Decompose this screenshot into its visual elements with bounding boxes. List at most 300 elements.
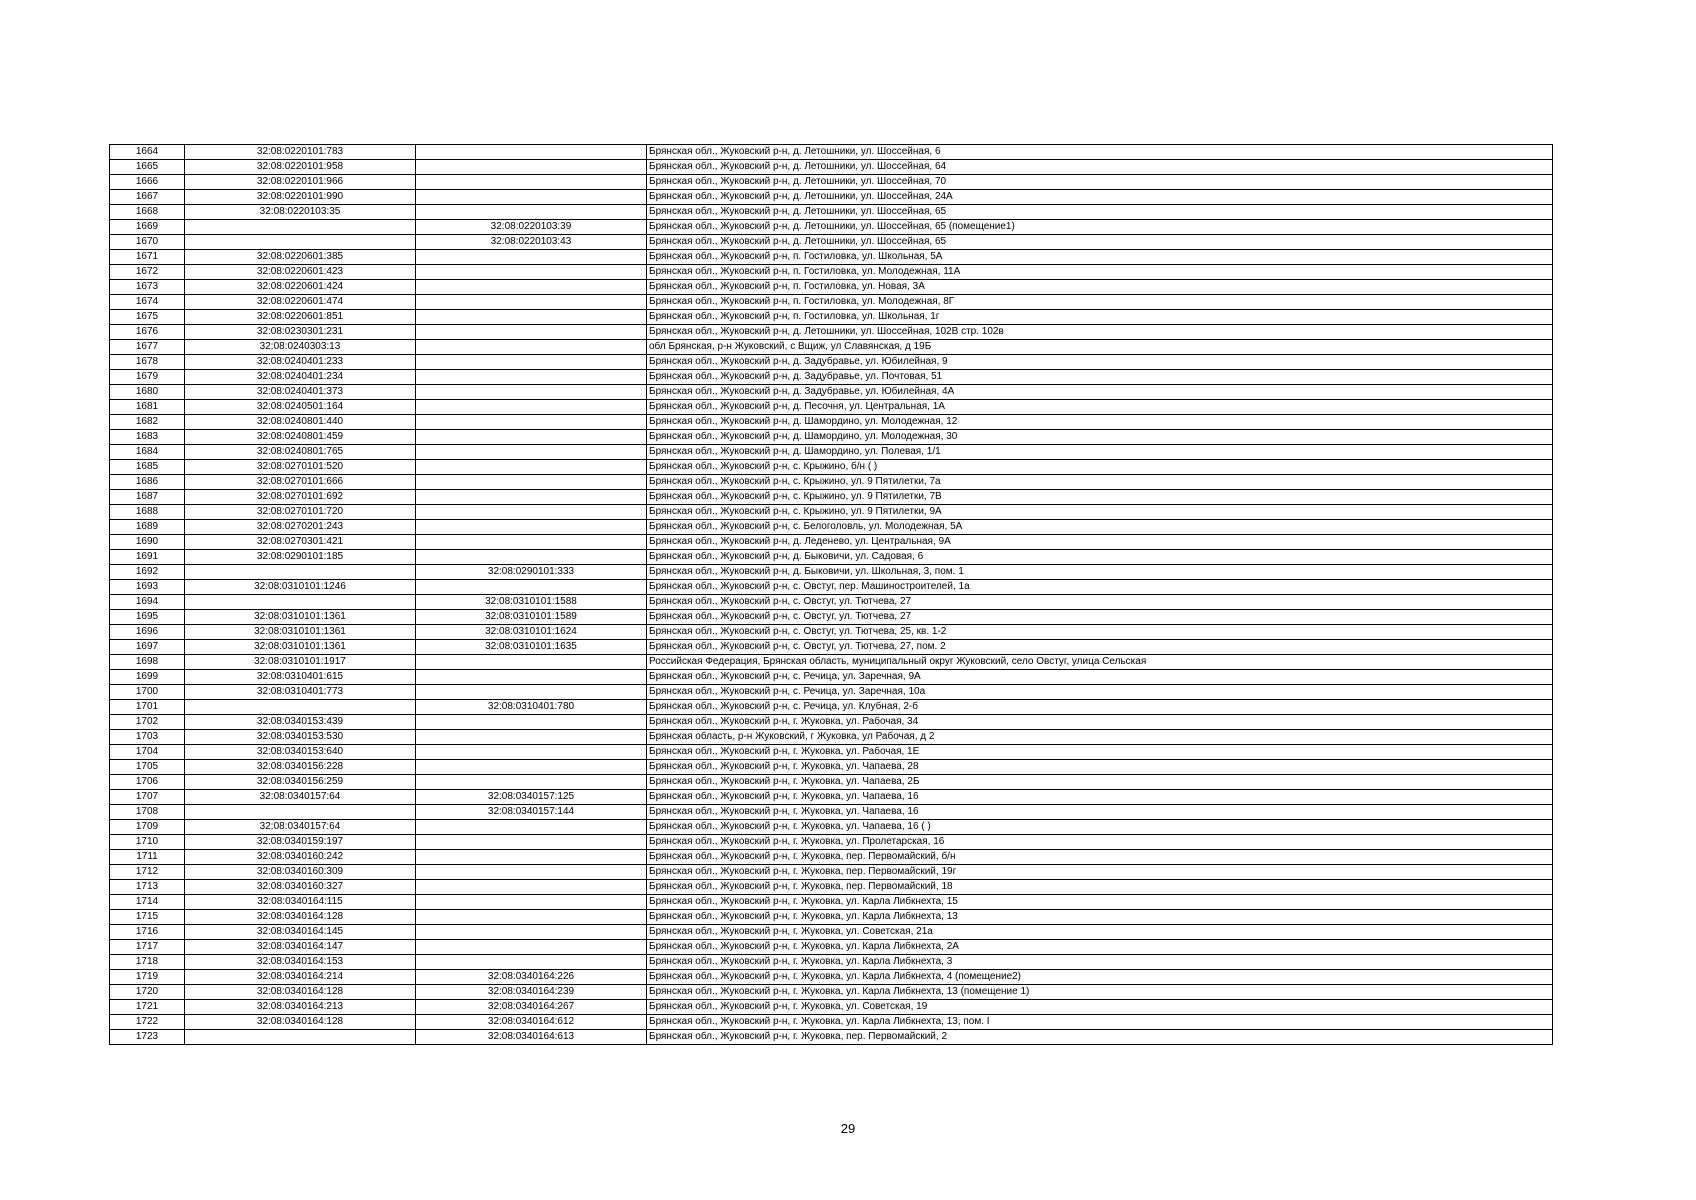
- cadastral-number-cell: 32:08:0310101:1361: [185, 625, 416, 640]
- related-cadastral-number-cell: [416, 160, 647, 175]
- table-row: [110, 640, 1553, 655]
- row-number-cell: 1674: [110, 295, 185, 310]
- related-cadastral-number-cell: [416, 880, 647, 895]
- cadastral-number-cell: 32:08:0220601:474: [185, 295, 416, 310]
- row-number-cell: 1683: [110, 430, 185, 445]
- address-cell: обл Брянская, р-н Жуковский, с Вщиж, ул Славянская, д 19Б: [647, 340, 1553, 355]
- table-row: [110, 265, 1553, 280]
- related-cadastral-number-cell: 32:08:0310101:1635: [416, 640, 647, 655]
- address-cell: Брянская обл., Жуковский р-н, г. Жуковка, ул. Рабочая, 34: [647, 715, 1553, 730]
- table-row: [110, 325, 1553, 340]
- table-row: [110, 670, 1553, 685]
- row-number-cell: 1671: [110, 250, 185, 265]
- address-cell: Брянская обл., Жуковский р-н, г. Жуковка, ул. Чапаева, 16: [647, 790, 1553, 805]
- address-cell: Брянская обл., Жуковский р-н, г. Жуковка, ул. Чапаева, 16 ( ): [647, 820, 1553, 835]
- related-cadastral-number-cell: [416, 865, 647, 880]
- address-cell: Брянская обл., Жуковский р-н, г. Жуковка, ул. Советская, 21а: [647, 925, 1553, 940]
- cadastral-number-cell: 32:08:0240401:373: [185, 385, 416, 400]
- row-number-cell: 1695: [110, 610, 185, 625]
- row-number-cell: 1701: [110, 700, 185, 715]
- table-row: [110, 415, 1553, 430]
- cadastral-number-cell: 32:08:0240401:234: [185, 370, 416, 385]
- row-number-cell: 1666: [110, 175, 185, 190]
- cadastral-number-cell: 32:08:0340164:153: [185, 955, 416, 970]
- row-number-cell: 1688: [110, 505, 185, 520]
- row-number-cell: 1685: [110, 460, 185, 475]
- related-cadastral-number-cell: [416, 835, 647, 850]
- related-cadastral-number-cell: 32:08:0340157:125: [416, 790, 647, 805]
- cadastral-number-cell: 32:08:0220601:851: [185, 310, 416, 325]
- cadastral-number-cell: 32:08:0240801:459: [185, 430, 416, 445]
- row-number-cell: 1716: [110, 925, 185, 940]
- address-cell: Брянская обл., Жуковский р-н, д. Задубравье, ул. Почтовая, 51: [647, 370, 1553, 385]
- table-row: [110, 625, 1553, 640]
- related-cadastral-number-cell: [416, 385, 647, 400]
- cadastral-number-cell: 32:08:0340160:327: [185, 880, 416, 895]
- table-row: [110, 775, 1553, 790]
- cadastral-number-cell: 32:08:0310101:1361: [185, 610, 416, 625]
- row-number-cell: 1673: [110, 280, 185, 295]
- cadastral-number-cell: 32:08:0340164:128: [185, 1015, 416, 1030]
- row-number-cell: 1713: [110, 880, 185, 895]
- table-row: [110, 1030, 1553, 1045]
- related-cadastral-number-cell: 32:08:0220103:43: [416, 235, 647, 250]
- table-row: [110, 460, 1553, 475]
- related-cadastral-number-cell: [416, 250, 647, 265]
- related-cadastral-number-cell: [416, 745, 647, 760]
- row-number-cell: 1693: [110, 580, 185, 595]
- row-number-cell: 1719: [110, 970, 185, 985]
- address-cell: Брянская обл., Жуковский р-н, с. Речица, ул. Клубная, 2-б: [647, 700, 1553, 715]
- cadastral-number-cell: 32:08:0340156:228: [185, 760, 416, 775]
- row-number-cell: 1711: [110, 850, 185, 865]
- cadastral-number-cell: 32:08:0220601:423: [185, 265, 416, 280]
- row-number-cell: 1712: [110, 865, 185, 880]
- address-cell: Брянская обл., Жуковский р-н, с. Овстуг, ул. Тютчева, 25, кв. 1-2: [647, 625, 1553, 640]
- related-cadastral-number-cell: [416, 775, 647, 790]
- row-number-cell: 1691: [110, 550, 185, 565]
- table-row: [110, 985, 1553, 1000]
- row-number-cell: 1675: [110, 310, 185, 325]
- cadastral-number-cell: 32:08:0340157:64: [185, 820, 416, 835]
- table-row: [110, 715, 1553, 730]
- row-number-cell: 1706: [110, 775, 185, 790]
- cadastral-number-cell: 32:08:0310101:1361: [185, 640, 416, 655]
- table-row: [110, 790, 1553, 805]
- table-row: [110, 925, 1553, 940]
- table-row: [110, 310, 1553, 325]
- address-cell: Брянская обл., Жуковский р-н, д. Быковичи, ул. Школьная, 3, пом. 1: [647, 565, 1553, 580]
- cadastral-number-cell: 32:08:0340164:145: [185, 925, 416, 940]
- address-cell: Брянская обл., Жуковский р-н, д. Задубравье, ул. Юбилейная, 9: [647, 355, 1553, 370]
- address-cell: Брянская обл., Жуковский р-н, д. Леденево, ул. Центральная, 9А: [647, 535, 1553, 550]
- related-cadastral-number-cell: [416, 415, 647, 430]
- related-cadastral-number-cell: [416, 295, 647, 310]
- address-cell: Брянская обл., Жуковский р-н, г. Жуковка, ул. Карла Либкнехта, 13 (помещение 1): [647, 985, 1553, 1000]
- related-cadastral-number-cell: [416, 580, 647, 595]
- row-number-cell: 1709: [110, 820, 185, 835]
- cadastral-number-cell: 32:08:0340164:214: [185, 970, 416, 985]
- table-row: [110, 910, 1553, 925]
- cadastral-number-cell: 32:08:0310101:1917: [185, 655, 416, 670]
- cadastral-number-cell: 32:08:0340164:147: [185, 940, 416, 955]
- related-cadastral-number-cell: 32:08:0290101:333: [416, 565, 647, 580]
- address-cell: Брянская обл., Жуковский р-н, д. Летошники, ул. Шоссейная, 65 (помещение1): [647, 220, 1553, 235]
- table-row: [110, 505, 1553, 520]
- cadastral-number-cell: [185, 700, 416, 715]
- cadastral-number-cell: 32:08:0340164:115: [185, 895, 416, 910]
- row-number-cell: 1680: [110, 385, 185, 400]
- table-row: [110, 190, 1553, 205]
- address-cell: Брянская обл., Жуковский р-н, д. Летошники, ул. Шоссейная, 70: [647, 175, 1553, 190]
- address-cell: Российская Федерация, Брянская область, муниципальный округ Жуковский, село Овстуг, улица Сельская: [647, 655, 1553, 670]
- table-row: [110, 160, 1553, 175]
- table-row: [110, 400, 1553, 415]
- cadastral-number-cell: 32:08:0240401:233: [185, 355, 416, 370]
- cadastral-number-cell: 32:08:0270301:421: [185, 535, 416, 550]
- address-cell: Брянская обл., Жуковский р-н, д. Летошники, ул. Шоссейная, 24А: [647, 190, 1553, 205]
- cadastral-number-cell: 32:08:0340160:242: [185, 850, 416, 865]
- cadastral-number-cell: 32:08:0340164:128: [185, 910, 416, 925]
- table-row: [110, 700, 1553, 715]
- cadastral-number-cell: 32:08:0240801:765: [185, 445, 416, 460]
- related-cadastral-number-cell: [416, 145, 647, 160]
- row-number-cell: 1720: [110, 985, 185, 1000]
- address-cell: Брянская обл., Жуковский р-н, д. Летошники, ул. Шоссейная, 102В стр. 102в: [647, 325, 1553, 340]
- address-cell: Брянская обл., Жуковский р-н, п. Гостиловка, ул. Школьная, 5А: [647, 250, 1553, 265]
- table-row: [110, 145, 1553, 160]
- cadastral-number-cell: 32:08:0340159:197: [185, 835, 416, 850]
- cadastral-number-cell: 32:08:0220103:35: [185, 205, 416, 220]
- row-number-cell: 1694: [110, 595, 185, 610]
- table-row: [110, 730, 1553, 745]
- address-cell: Брянская обл., Жуковский р-н, д. Летошники, ул. Шоссейная, 65: [647, 235, 1553, 250]
- related-cadastral-number-cell: [416, 850, 647, 865]
- row-number-cell: 1687: [110, 490, 185, 505]
- related-cadastral-number-cell: [416, 325, 647, 340]
- related-cadastral-number-cell: [416, 655, 647, 670]
- cadastral-number-cell: 32:08:0340160:309: [185, 865, 416, 880]
- address-cell: Брянская обл., Жуковский р-н, п. Гостиловка, ул. Школьная, 1г: [647, 310, 1553, 325]
- cadastral-number-cell: 32:08:0310101:1246: [185, 580, 416, 595]
- related-cadastral-number-cell: [416, 400, 647, 415]
- related-cadastral-number-cell: 32:08:0340164:613: [416, 1030, 647, 1045]
- address-cell: Брянская обл., Жуковский р-н, д. Быковичи, ул. Садовая, 6: [647, 550, 1553, 565]
- table-row: [110, 490, 1553, 505]
- row-number-cell: 1664: [110, 145, 185, 160]
- address-cell: Брянская обл., Жуковский р-н, г. Жуковка, ул. Пролетарская, 16: [647, 835, 1553, 850]
- table-row: [110, 250, 1553, 265]
- table-row: [110, 220, 1553, 235]
- table-row: [110, 1000, 1553, 1015]
- related-cadastral-number-cell: [416, 430, 647, 445]
- address-cell: Брянская обл., Жуковский р-н, г. Жуковка, пер. Первомайский, б/н: [647, 850, 1553, 865]
- cadastral-number-cell: 32:08:0270101:666: [185, 475, 416, 490]
- table-row: [110, 280, 1553, 295]
- row-number-cell: 1710: [110, 835, 185, 850]
- cadastral-number-cell: 32:08:0220101:990: [185, 190, 416, 205]
- cadastral-number-cell: 32:08:0340153:439: [185, 715, 416, 730]
- row-number-cell: 1690: [110, 535, 185, 550]
- related-cadastral-number-cell: 32:08:0220103:39: [416, 220, 647, 235]
- cadastral-number-cell: 32:08:0290101:185: [185, 550, 416, 565]
- table-row: [110, 175, 1553, 190]
- row-number-cell: 1721: [110, 1000, 185, 1015]
- table-row: [110, 445, 1553, 460]
- cadastral-number-cell: 32:08:0270201:243: [185, 520, 416, 535]
- related-cadastral-number-cell: [416, 940, 647, 955]
- related-cadastral-number-cell: 32:08:0340164:239: [416, 985, 647, 1000]
- table-row: [110, 235, 1553, 250]
- cadastral-number-cell: 32:08:0240303:13: [185, 340, 416, 355]
- address-cell: Брянская обл., Жуковский р-н, с. Овстуг, ул. Тютчева, 27: [647, 595, 1553, 610]
- address-cell: Брянская обл., Жуковский р-н, д. Летошники, ул. Шоссейная, 64: [647, 160, 1553, 175]
- cadastral-number-cell: 32:08:0310401:615: [185, 670, 416, 685]
- cadastral-number-cell: 32:08:0270101:720: [185, 505, 416, 520]
- address-cell: Брянская обл., Жуковский р-н, г. Жуковка, ул. Карла Либкнехта, 4 (помещение2): [647, 970, 1553, 985]
- address-cell: Брянская обл., Жуковский р-н, г. Жуковка, ул. Чапаева, 16: [647, 805, 1553, 820]
- cadastral-number-cell: 32:08:0340153:640: [185, 745, 416, 760]
- row-number-cell: 1699: [110, 670, 185, 685]
- row-number-cell: 1697: [110, 640, 185, 655]
- row-number-cell: 1668: [110, 205, 185, 220]
- row-number-cell: 1704: [110, 745, 185, 760]
- cadastral-number-cell: 32:08:0270101:520: [185, 460, 416, 475]
- related-cadastral-number-cell: [416, 310, 647, 325]
- related-cadastral-number-cell: [416, 205, 647, 220]
- table-row: [110, 565, 1553, 580]
- table-row: [110, 850, 1553, 865]
- address-cell: Брянская обл., Жуковский р-н, г. Жуковка, ул. Карла Либкнехта, 15: [647, 895, 1553, 910]
- cadastral-number-cell: 32:08:0270101:692: [185, 490, 416, 505]
- row-number-cell: 1678: [110, 355, 185, 370]
- related-cadastral-number-cell: [416, 355, 647, 370]
- table-row: [110, 520, 1553, 535]
- table-row: [110, 760, 1553, 775]
- row-number-cell: 1722: [110, 1015, 185, 1030]
- table-row: [110, 205, 1553, 220]
- page-number: 29: [840, 1121, 856, 1136]
- row-number-cell: 1715: [110, 910, 185, 925]
- cadastral-number-cell: 32:08:0220101:966: [185, 175, 416, 190]
- cadastral-number-cell: 32:08:0310401:773: [185, 685, 416, 700]
- address-cell: Брянская обл., Жуковский р-н, г. Жуковка, ул. Карла Либкнехта, 3: [647, 955, 1553, 970]
- cadastral-number-cell: 32:08:0340156:259: [185, 775, 416, 790]
- row-number-cell: 1665: [110, 160, 185, 175]
- table-row: [110, 835, 1553, 850]
- address-cell: Брянская обл., Жуковский р-н, д. Песочня, ул. Центральная, 1А: [647, 400, 1553, 415]
- address-cell: Брянская обл., Жуковский р-н, г. Жуковка, пер. Первомайский, 18: [647, 880, 1553, 895]
- related-cadastral-number-cell: 32:08:0310101:1588: [416, 595, 647, 610]
- address-cell: Брянская обл., Жуковский р-н, г. Жуковка, ул. Карла Либкнехта, 2А: [647, 940, 1553, 955]
- address-cell: Брянская обл., Жуковский р-н, г. Жуковка, ул. Карла Либкнехта, 13, пом. I: [647, 1015, 1553, 1030]
- table-row: [110, 685, 1553, 700]
- related-cadastral-number-cell: [416, 340, 647, 355]
- row-number-cell: 1717: [110, 940, 185, 955]
- address-cell: Брянская обл., Жуковский р-н, г. Жуковка, ул. Чапаева, 2Б: [647, 775, 1553, 790]
- table-row: [110, 550, 1553, 565]
- row-number-cell: 1702: [110, 715, 185, 730]
- related-cadastral-number-cell: [416, 490, 647, 505]
- related-cadastral-number-cell: [416, 670, 647, 685]
- address-cell: Брянская обл., Жуковский р-н, д. Летошники, ул. Шоссейная, 6: [647, 145, 1553, 160]
- address-cell: Брянская обл., Жуковский р-н, д. Шамордино, ул. Молодежная, 12: [647, 415, 1553, 430]
- table-row: [110, 385, 1553, 400]
- table-row: [110, 370, 1553, 385]
- table-row: [110, 970, 1553, 985]
- address-cell: Брянская обл., Жуковский р-н, с. Речица, ул. Заречная, 9А: [647, 670, 1553, 685]
- address-cell: Брянская обл., Жуковский р-н, д. Шамордино, ул. Полевая, 1/1: [647, 445, 1553, 460]
- table-row: [110, 820, 1553, 835]
- table-row: [110, 655, 1553, 670]
- related-cadastral-number-cell: [416, 820, 647, 835]
- cadastral-number-cell: [185, 805, 416, 820]
- table-row: [110, 430, 1553, 445]
- related-cadastral-number-cell: [416, 550, 647, 565]
- table-row: [110, 745, 1553, 760]
- row-number-cell: 1684: [110, 445, 185, 460]
- related-cadastral-number-cell: [416, 730, 647, 745]
- row-number-cell: 1676: [110, 325, 185, 340]
- row-number-cell: 1679: [110, 370, 185, 385]
- table-row: [110, 580, 1553, 595]
- row-number-cell: 1723: [110, 1030, 185, 1045]
- table-row: [110, 340, 1553, 355]
- address-cell: Брянская обл., Жуковский р-н, г. Жуковка, ул. Карла Либкнехта, 13: [647, 910, 1553, 925]
- address-cell: Брянская обл., Жуковский р-н, п. Гостиловка, ул. Молодежная, 8Г: [647, 295, 1553, 310]
- address-cell: Брянская обл., Жуковский р-н, п. Гостиловка, ул. Новая, 3А: [647, 280, 1553, 295]
- address-cell: Брянская обл., Жуковский р-н, г. Жуковка, ул. Советская, 19: [647, 1000, 1553, 1015]
- address-cell: Брянская обл., Жуковский р-н, с. Крыжино, ул. 9 Пятилетки, 7В: [647, 490, 1553, 505]
- related-cadastral-number-cell: [416, 760, 647, 775]
- cadastral-number-cell: 32:08:0240801:440: [185, 415, 416, 430]
- related-cadastral-number-cell: [416, 520, 647, 535]
- address-cell: Брянская обл., Жуковский р-н, с. Белоголовль, ул. Молодежная, 5А: [647, 520, 1553, 535]
- cadastral-number-cell: 32:08:0220601:424: [185, 280, 416, 295]
- address-cell: Брянская обл., Жуковский р-н, с. Овстуг, ул. Тютчева, 27, пом. 2: [647, 640, 1553, 655]
- address-cell: Брянская обл., Жуковский р-н, г. Жуковка, пер. Первомайский, 19г: [647, 865, 1553, 880]
- related-cadastral-number-cell: [416, 535, 647, 550]
- row-number-cell: 1708: [110, 805, 185, 820]
- row-number-cell: 1692: [110, 565, 185, 580]
- table-row: [110, 610, 1553, 625]
- cadastral-number-cell: [185, 220, 416, 235]
- cadastral-number-cell: 32:08:0230301:231: [185, 325, 416, 340]
- related-cadastral-number-cell: [416, 265, 647, 280]
- related-cadastral-number-cell: [416, 460, 647, 475]
- address-cell: Брянская обл., Жуковский р-н, с. Крыжино, ул. 9 Пятилетки, 9А: [647, 505, 1553, 520]
- table-row: [110, 595, 1553, 610]
- row-number-cell: 1714: [110, 895, 185, 910]
- related-cadastral-number-cell: 32:08:0340157:144: [416, 805, 647, 820]
- address-cell: Брянская обл., Жуковский р-н, г. Жуковка, ул. Рабочая, 1Е: [647, 745, 1553, 760]
- address-cell: Брянская область, р-н Жуковский, г Жуковка, ул Рабочая, д 2: [647, 730, 1553, 745]
- address-cell: Брянская обл., Жуковский р-н, г. Жуковка, ул. Чапаева, 28: [647, 760, 1553, 775]
- row-number-cell: 1669: [110, 220, 185, 235]
- related-cadastral-number-cell: [416, 925, 647, 940]
- registry-table-body: [110, 145, 1553, 1045]
- table-row: [110, 805, 1553, 820]
- property-registry-table: [109, 144, 1553, 1045]
- related-cadastral-number-cell: [416, 685, 647, 700]
- cadastral-number-cell: 32:08:0240501:164: [185, 400, 416, 415]
- related-cadastral-number-cell: [416, 505, 647, 520]
- table-row: [110, 940, 1553, 955]
- address-cell: Брянская обл., Жуковский р-н, п. Гостиловка, ул. Молодежная, 11А: [647, 265, 1553, 280]
- row-number-cell: 1705: [110, 760, 185, 775]
- address-cell: Брянская обл., Жуковский р-н, с. Крыжино, ул. 9 Пятилетки, 7а: [647, 475, 1553, 490]
- related-cadastral-number-cell: [416, 475, 647, 490]
- related-cadastral-number-cell: [416, 370, 647, 385]
- related-cadastral-number-cell: 32:08:0340164:226: [416, 970, 647, 985]
- row-number-cell: 1677: [110, 340, 185, 355]
- address-cell: Брянская обл., Жуковский р-н, с. Овстуг, ул. Тютчева, 27: [647, 610, 1553, 625]
- cadastral-number-cell: [185, 595, 416, 610]
- related-cadastral-number-cell: [416, 955, 647, 970]
- related-cadastral-number-cell: [416, 910, 647, 925]
- row-number-cell: 1681: [110, 400, 185, 415]
- cadastral-number-cell: 32:08:0220101:783: [185, 145, 416, 160]
- row-number-cell: 1700: [110, 685, 185, 700]
- table-row: [110, 535, 1553, 550]
- row-number-cell: 1672: [110, 265, 185, 280]
- related-cadastral-number-cell: 32:08:0310101:1624: [416, 625, 647, 640]
- row-number-cell: 1718: [110, 955, 185, 970]
- cadastral-number-cell: 32:08:0220601:385: [185, 250, 416, 265]
- address-cell: Брянская обл., Жуковский р-н, д. Задубравье, ул. Юбилейная, 4А: [647, 385, 1553, 400]
- cadastral-number-cell: 32:08:0220101:958: [185, 160, 416, 175]
- cadastral-number-cell: [185, 565, 416, 580]
- row-number-cell: 1703: [110, 730, 185, 745]
- related-cadastral-number-cell: [416, 280, 647, 295]
- related-cadastral-number-cell: [416, 190, 647, 205]
- row-number-cell: 1696: [110, 625, 185, 640]
- related-cadastral-number-cell: [416, 445, 647, 460]
- address-cell: Брянская обл., Жуковский р-н, с. Крыжино, б/н ( ): [647, 460, 1553, 475]
- row-number-cell: 1707: [110, 790, 185, 805]
- cadastral-number-cell: [185, 1030, 416, 1045]
- related-cadastral-number-cell: 32:08:0310101:1589: [416, 610, 647, 625]
- row-number-cell: 1667: [110, 190, 185, 205]
- address-cell: Брянская обл., Жуковский р-н, д. Шамордино, ул. Молодежная, 30: [647, 430, 1553, 445]
- table-row: [110, 955, 1553, 970]
- table-row: [110, 295, 1553, 310]
- address-cell: Брянская обл., Жуковский р-н, г. Жуковка, пер. Первомайский, 2: [647, 1030, 1553, 1045]
- table-row: [110, 355, 1553, 370]
- table-row: [110, 880, 1553, 895]
- related-cadastral-number-cell: [416, 175, 647, 190]
- row-number-cell: 1689: [110, 520, 185, 535]
- table-row: [110, 895, 1553, 910]
- cadastral-number-cell: 32:08:0340157:64: [185, 790, 416, 805]
- related-cadastral-number-cell: 32:08:0310401:780: [416, 700, 647, 715]
- address-cell: Брянская обл., Жуковский р-н, с. Речица, ул. Заречная, 10а: [647, 685, 1553, 700]
- row-number-cell: 1686: [110, 475, 185, 490]
- address-cell: Брянская обл., Жуковский р-н, с. Овстуг, пер. Машиностроителей, 1а: [647, 580, 1553, 595]
- cadastral-number-cell: 32:08:0340164:213: [185, 1000, 416, 1015]
- row-number-cell: 1670: [110, 235, 185, 250]
- table-row: [110, 865, 1553, 880]
- table-row: [110, 475, 1553, 490]
- related-cadastral-number-cell: 32:08:0340164:267: [416, 1000, 647, 1015]
- related-cadastral-number-cell: [416, 895, 647, 910]
- related-cadastral-number-cell: [416, 715, 647, 730]
- cadastral-number-cell: 32:08:0340153:530: [185, 730, 416, 745]
- row-number-cell: 1698: [110, 655, 185, 670]
- row-number-cell: 1682: [110, 415, 185, 430]
- cadastral-number-cell: 32:08:0340164:128: [185, 985, 416, 1000]
- table-row: [110, 1015, 1553, 1030]
